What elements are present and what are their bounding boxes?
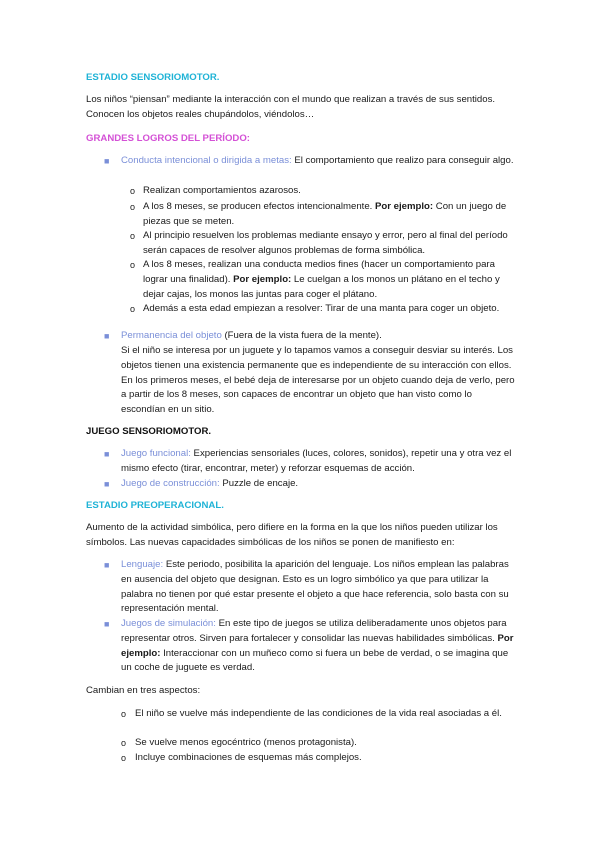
- circle-bullet-icon: o: [121, 709, 127, 719]
- section-title-sensoriomotor: ESTADIO SENSORIOMOTOR.: [86, 72, 220, 83]
- bullet-square-icon: ■: [104, 479, 110, 489]
- cambian-paragraph: Cambian en tres aspectos:: [86, 685, 201, 696]
- sub-item: Se vuelve menos egocéntrico (menos protagonista).: [135, 737, 357, 748]
- circle-bullet-icon: o: [121, 738, 127, 748]
- bullet-square-icon: ■: [104, 560, 110, 570]
- section-title-logros: GRANDES LOGROS DEL PERÍODO:: [86, 133, 250, 144]
- circle-bullet-icon: o: [130, 202, 136, 212]
- bullet-text: (Fuera de la vista fuera de la mente).: [221, 330, 382, 341]
- bullet-text: En este tipo de juegos se utiliza deliberadamente unos objetos para representar otros. Sirven para fortalecer y consolidar las nuevas habilidades simbólicas.: [121, 618, 507, 644]
- bullet-lenguaje: [121, 558, 516, 617]
- sub-item-text: A los 8 meses, se producen efectos intencionalmente.: [143, 201, 375, 212]
- sub-item: El niño se vuelve más independiente de las condiciones de la vida real asociadas a él.: [135, 708, 502, 719]
- bullet-square-icon: ■: [104, 331, 110, 341]
- circle-bullet-icon: o: [130, 231, 136, 241]
- bullet-permanencia: [121, 329, 516, 344]
- circle-bullet-icon: o: [121, 753, 127, 763]
- bullet-label: Permanencia del objeto: [121, 330, 222, 341]
- bullet-juego-funcional: [121, 447, 516, 477]
- bullet-square-icon: ■: [104, 449, 110, 459]
- section-title-juego: JUEGO SENSORIOMOTOR.: [86, 426, 212, 437]
- bullet-conducta: [121, 154, 516, 169]
- section-title-preoperacional: ESTADIO PREOPERACIONAL.: [86, 500, 224, 511]
- circle-bullet-icon: o: [130, 186, 136, 196]
- bullet-text: Interaccionar con un muñeco como si fuera un bebe de verdad, o se imagina que un coche de juguete es verdad.: [121, 647, 509, 674]
- intro-paragraph: Los niños “piensan” mediante la interacción con el mundo que realizan a través de sus sentidos. Conocen los objetos reales chupándolos, viéndolos…: [86, 94, 496, 120]
- sub-item: Además a esta edad empiezan a resolver: Tirar de una manta para coger un objeto.: [143, 303, 500, 314]
- permanencia-paragraph: Si el niño se interesa por un juguete y lo tapamos vamos a conseguir desviar su interés. Los objetos tienen una existencia permanente que es independiente de su interacción con ellos. En los primeros meses, el bebé deja de interesarse por un objeto cuando deja de verlo, pero a partir de los 8 meses, son capaces de encontrar un objeto que han visto como lo escondían en un sitio.: [121, 345, 515, 416]
- sub-item: Incluye combinaciones de esquemas más complejos.: [135, 752, 362, 763]
- bullet-label: Juegos de simulación:: [121, 618, 216, 629]
- sub-item-text: A los 8 meses, realizan una conducta medios fines (hacer un comportamiento para lograr una finalidad).: [143, 259, 495, 285]
- bullet-square-icon: ■: [104, 619, 110, 629]
- sub-item-bold: Por ejemplo:: [233, 273, 292, 285]
- circle-bullet-icon: o: [130, 304, 136, 314]
- sub-item: [143, 258, 516, 302]
- preoperacional-intro: Aumento de la actividad simbólica, pero difiere en la forma en la que los niños pueden utilizar los símbolos. Las nuevas capacidades simbólicas de los niños se ponen de manifiesto en:: [86, 522, 498, 548]
- bullet-text: Puzzle de encaje.: [219, 478, 299, 489]
- bullet-label: Juego de construcción:: [121, 478, 220, 489]
- sub-item-text: Le cuelgan a los monos un plátano en el techo y dejar cajas, los monos las juntas para coger el plátano.: [143, 273, 500, 300]
- bullet-text: El comportamiento que realizo para conseguir algo.: [291, 155, 514, 166]
- bullet-text: Experiencias sensoriales (luces, colores, sonidos), repetir una y otra vez el mismo efecto (tirar, encontrar, meter) y reforzar esquemas de acción.: [121, 448, 512, 474]
- sub-item: Al principio resuelven los problemas mediante ensayo y error, pero al final del período serán capaces de resolver algunos problemas de forma simbólica.: [143, 230, 508, 256]
- bullet-label: Conducta intencional o dirigida a metas:: [121, 155, 292, 166]
- bullet-bold: Por ejemplo:: [121, 632, 514, 659]
- bullet-label: Lenguaje:: [121, 559, 164, 570]
- bullet-label: Juego funcional:: [121, 448, 191, 459]
- sub-item-text: Con un juego de piezas que se meten.: [143, 201, 507, 227]
- bullet-simulacion: [121, 617, 516, 676]
- bullet-text: Este periodo, posibilita la aparición del lenguaje. Los niños emplean las palabras en ausencia del objeto que designan. Esto es un logro simbólico ya que para utilizar la palabra no tienen por qué estar presente el objeto a que hace referencia, solo basta con su representación mental.: [121, 559, 509, 615]
- sub-item-bold: Por ejemplo:: [374, 201, 434, 212]
- circle-bullet-icon: o: [130, 260, 136, 270]
- sub-item: [143, 200, 516, 230]
- bullet-juego-construccion: [121, 477, 516, 492]
- bullet-square-icon: ■: [104, 156, 110, 166]
- sub-item: Realizan comportamientos azarosos.: [143, 185, 301, 196]
